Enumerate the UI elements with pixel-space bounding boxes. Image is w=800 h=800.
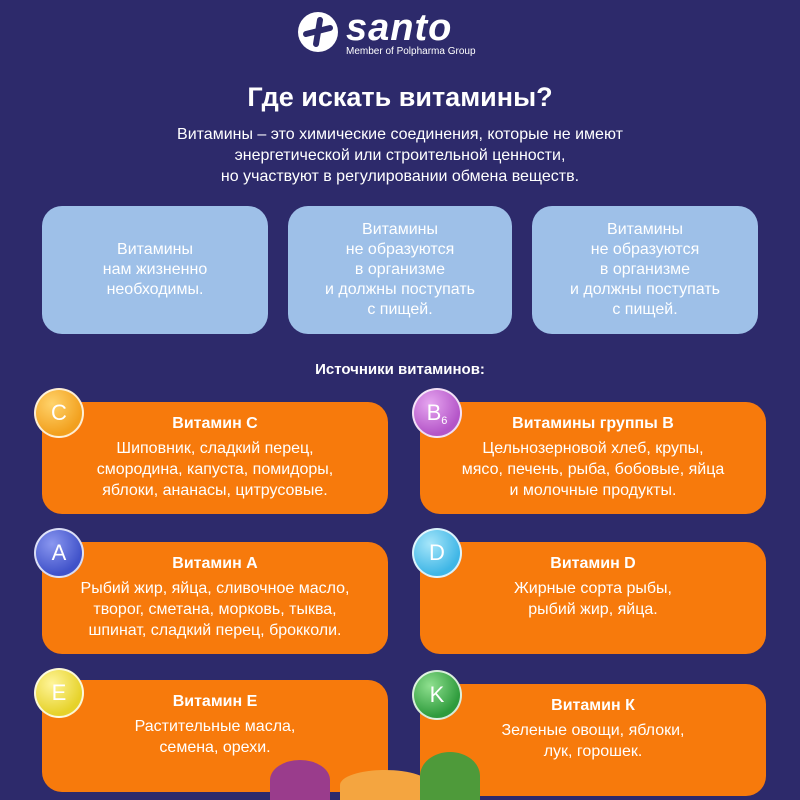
page-title: Где искать витамины?	[247, 82, 553, 112]
fact-card-3	[532, 206, 758, 334]
fact-line: в организме	[599, 261, 691, 278]
leaf-decoration-icon	[420, 752, 480, 800]
brand-logo	[296, 6, 496, 62]
fact-card-1	[42, 206, 268, 334]
vitamin-name: Витамин С	[172, 415, 258, 432]
vitamin-c-badge-icon	[34, 388, 84, 438]
fact-line: Витамины	[117, 241, 193, 258]
badge-letter: B	[426, 400, 442, 425]
fact-line: нам жизненно	[102, 261, 208, 278]
badge-letter: C	[51, 400, 67, 425]
fact-line: не образуются	[590, 241, 700, 258]
fact-line: не образуются	[345, 241, 455, 258]
vitamin-card-d	[420, 542, 766, 654]
vitamin-source-line: лук, горошек.	[543, 743, 643, 760]
vitamin-source-line: Растительные масла,	[134, 718, 296, 735]
vitamin-source-line: Зеленые овощи, яблоки,	[501, 722, 685, 739]
intro-line: Витамины – это химические соединения, которые не имеют	[177, 126, 623, 143]
vitamin-k-badge-icon	[412, 670, 462, 720]
vitamin-a-badge-icon	[34, 528, 84, 578]
badge-subscript: 6	[441, 415, 448, 427]
vitamin-name: Витамин Е	[172, 693, 258, 710]
vitamin-source-line: шпинат, сладкий перец, брокколи.	[88, 622, 342, 639]
fact-line: и должны поступать	[324, 281, 476, 298]
fact-line: и должны поступать	[569, 281, 721, 298]
pumpkin-decoration-icon	[340, 770, 430, 800]
badge-letter: E	[51, 680, 67, 705]
vitamin-source-line: творог, сметана, морковь, тыква,	[93, 601, 337, 618]
vitamin-d-badge-icon	[412, 528, 462, 578]
fact-card-2	[288, 206, 512, 334]
vitamin-card-e	[42, 680, 388, 792]
fact-line: Витамины	[362, 221, 438, 238]
badge-letter: K	[429, 682, 445, 707]
vitamin-card-a	[42, 542, 388, 654]
vitamin-source-line: Шиповник, сладкий перец,	[116, 440, 314, 457]
vitamin-source-line: смородина, капуста, помидоры,	[96, 461, 334, 478]
badge-letter: D	[429, 540, 445, 565]
sources-title: Источники витаминов:	[315, 361, 485, 378]
brand-tagline: Member of Polpharma Group	[346, 46, 476, 57]
vitamin-source-line: яблоки, ананасы, цитрусовые.	[102, 482, 328, 499]
vitamin-name: Витамин К	[551, 697, 635, 714]
intro-line: энергетической или строительной ценности,	[234, 147, 566, 164]
santo-logo-icon	[296, 10, 340, 54]
vitamin-name: Витамин А	[172, 555, 258, 572]
vitamin-source-line: Цельнозерновой хлеб, крупы,	[482, 440, 704, 457]
vitamin-source-line: семена, орехи.	[159, 739, 271, 756]
fact-line: с пищей.	[612, 301, 678, 318]
vitamin-source-line: Рыбий жир, яйца, сливочное масло,	[80, 580, 350, 597]
cabbage-decoration-icon	[270, 760, 330, 800]
brand-name: santo	[346, 7, 453, 49]
intro-line: но участвуют в регулировании обмена веществ.	[220, 168, 580, 185]
vitamin-source-line: мясо, печень, рыба, бобовые, яйца	[461, 461, 725, 478]
vitamin-card-c	[42, 402, 388, 514]
vitamin-name: Витамины группы В	[512, 415, 674, 432]
intro-text	[60, 124, 740, 187]
vitamin-source-line: рыбий жир, яйца.	[528, 601, 658, 618]
fact-line: Витамины	[607, 221, 683, 238]
fact-line: в организме	[354, 261, 446, 278]
vitamin-source-line: и молочные продукты.	[509, 482, 677, 499]
vitamin-b-badge-icon	[412, 388, 462, 438]
fact-line: необходимы.	[106, 281, 204, 298]
vitamin-name: Витамин D	[550, 555, 636, 572]
fact-line: с пищей.	[367, 301, 433, 318]
vitamin-source-line: Жирные сорта рыбы,	[514, 580, 672, 597]
vitamin-card-b	[420, 402, 766, 514]
badge-letter: A	[51, 540, 67, 565]
vitamin-e-badge-icon	[34, 668, 84, 718]
